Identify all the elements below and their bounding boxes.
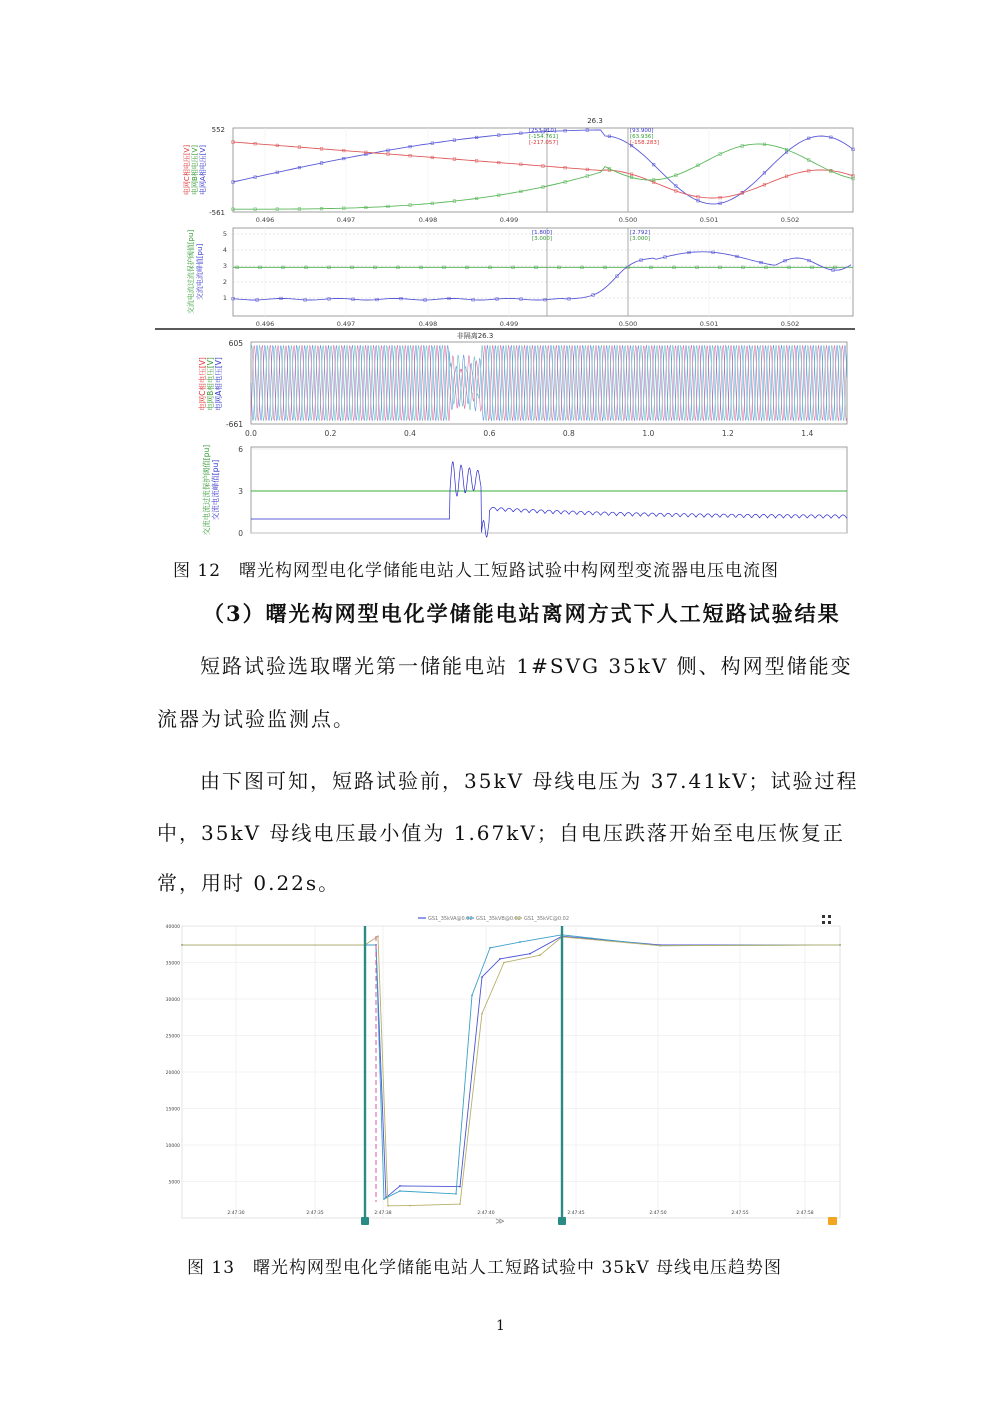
f13-ytick-2: 30000 (165, 998, 180, 1003)
mid-xtick-6: 0.502 (780, 320, 800, 328)
f13-point-2 (539, 954, 541, 956)
mid-ytick-3: 2 (222, 278, 227, 286)
f13-ytick-3: 25000 (165, 1034, 180, 1040)
top-panel-ymin: -561 (209, 209, 225, 217)
cur-ytick-2: 0 (238, 529, 243, 538)
top-xtick-3: 0.499 (499, 216, 519, 224)
f13-point-0 (499, 958, 501, 960)
f13-point-2 (409, 1205, 411, 1207)
section-heading: （3）曙光构网型电化学储能电站离网方式下人工短路试验结果 (203, 601, 841, 626)
voltage-panel-ymax: 605 (228, 339, 243, 348)
f13-point-2 (181, 944, 183, 946)
paragraph-2-line-2: 中，35kV 母线电压最小值为 1.67kV；自电压跌落开始至电压恢复正 (157, 821, 845, 845)
volt-xtick-4: 0.8 (562, 429, 575, 438)
cur-ytick-1: 3 (238, 487, 243, 496)
current-panel-yticks (238, 445, 243, 538)
top-c2-val-c: [-158.283] (630, 140, 660, 146)
mid-panel-xticks (256, 320, 800, 328)
mid-panel-ylabels (186, 230, 204, 315)
top-xtick-1: 0.497 (336, 216, 356, 224)
f13-point-2 (377, 935, 379, 937)
f13-point-1 (383, 1198, 385, 1200)
volt-xtick-6: 1.2 (721, 429, 734, 438)
volt-ylabel-b: 电网B相电压[V] (206, 357, 215, 411)
f13-xtick-0: 2:47:30 (227, 1211, 245, 1216)
top-c1-val-c: [-217.057] (529, 140, 559, 146)
figure-13 (160, 912, 850, 1237)
current-panel-ylabels (201, 445, 220, 535)
toolbar-icon-3[interactable] (822, 921, 825, 924)
toolbar-icon-2[interactable] (828, 915, 831, 918)
mid-ylabel-threshold: 交流电流过流保护阈值[pu] (187, 229, 195, 315)
voltage-panel-xticks (245, 429, 813, 438)
figure-13-legend (418, 916, 569, 922)
mid-ytick-1: 4 (222, 246, 227, 254)
f13-point-2 (839, 944, 841, 946)
f13-point-2 (387, 1205, 389, 1207)
f13-point-1 (471, 994, 473, 996)
mid-c2-val-thr: [3.000] (630, 236, 651, 242)
mid-panel-yticks (223, 230, 227, 302)
mid-xtick-3: 0.499 (499, 320, 519, 328)
f13-point-0 (529, 953, 531, 955)
f13-point-2 (481, 1013, 483, 1015)
f13-point-1 (489, 947, 491, 949)
mid-ytick-4: 1 (222, 294, 227, 302)
f13-xtick-4: 2:47:45 (567, 1211, 585, 1216)
top-c2-val-b: [63.936] (630, 134, 654, 140)
f13-xtick-6: 2:47:55 (731, 1211, 749, 1216)
top-ylabel-b: 电网B相电压[V] (191, 144, 199, 196)
mid-xtick-1: 0.497 (336, 320, 356, 328)
voltage-panel-ylabels (197, 357, 223, 411)
paragraph-2-line-3: 常，用时 0.22s。 (157, 871, 341, 895)
figure-12-chart (155, 112, 855, 552)
voltage-panel-ymin: -661 (225, 420, 243, 429)
figure-13-chart (160, 912, 850, 1237)
legend-c[interactable]: GS1_35kVC@0.02 (524, 916, 570, 922)
f13-ytick-6: 10000 (165, 1144, 180, 1149)
figure-13-caption: 图 13 曙光构网型电化学储能电站人工短路试验中 35kV 母线电压趋势图 (187, 1258, 783, 1278)
range-end-handle[interactable] (828, 1217, 837, 1225)
volt-xtick-5: 1.0 (642, 429, 655, 438)
f13-point-2 (459, 1203, 461, 1205)
top-panel-ymax: 552 (211, 126, 225, 134)
paragraph-2-line-1: 由下图可知，短路试验前，35kV 母线电压为 37.41kV；试验过程 (200, 769, 859, 793)
f13-point-1 (399, 1190, 401, 1192)
f13-xtick-2: 2:47:38 (374, 1211, 392, 1216)
mid-c1-val-peak: [1.800] (532, 230, 553, 236)
toolbar-icon-1[interactable] (822, 915, 825, 918)
mid-xtick-4: 0.500 (618, 320, 638, 328)
top-xtick-5: 0.501 (699, 216, 719, 224)
mid-xtick-5: 0.501 (699, 320, 719, 328)
volt-xtick-3: 0.6 (483, 429, 496, 438)
top-cursor1-readout (529, 128, 558, 146)
top-panel-xticks (256, 216, 800, 224)
mid-ytick-2: 3 (222, 262, 227, 270)
top-c1-val-a: [253.910] (529, 128, 557, 134)
mid-ytick-0: 5 (222, 230, 227, 238)
top-c1-val-b: [-154.761] (529, 134, 559, 140)
f13-xtick-7: 2:47:58 (796, 1211, 814, 1216)
f13-ytick-7: 5000 (168, 1180, 180, 1186)
f13-point-2 (659, 945, 661, 947)
mid-xtick-2: 0.498 (418, 320, 438, 328)
f13-xtick-3: 2:47:40 (477, 1211, 495, 1216)
current-panel-frame (251, 447, 847, 533)
cur-ytick-0: 6 (238, 445, 243, 454)
top-xtick-0: 0.496 (255, 216, 275, 224)
f13-point-0 (399, 1185, 401, 1187)
top-xtick-6: 0.502 (780, 216, 800, 224)
paragraph-1-line-1: 短路试验选取曙光第一储能电站 1#SVG 35kV 侧、构网型储能变 (200, 654, 853, 678)
mid-ylabel-peak: 交流电流峰值[pu] (196, 243, 204, 301)
volt-xtick-7: 1.4 (801, 429, 814, 438)
figure-12 (155, 112, 855, 552)
top-panel-title: 26.3 (587, 117, 603, 125)
f13-xtick-5: 2:47:50 (649, 1211, 667, 1216)
mid-c2-val-peak: [2.792] (630, 230, 651, 236)
top-xtick-2: 0.498 (418, 216, 438, 224)
cur-ylabel-peak: 交流电流峰值[pu] (211, 459, 220, 521)
legend-b[interactable]: GS1_35kVB@0.02 (476, 916, 521, 922)
top-panel-ylabels (182, 145, 207, 195)
volt-ylabel-c: 电网C相电压[V] (198, 357, 207, 411)
volt-xtick-1: 0.2 (324, 429, 337, 438)
top-xtick-4: 0.500 (618, 216, 638, 224)
end-marker-handle[interactable] (558, 1217, 566, 1225)
figure-12-caption: 图 12 曙光构网型电化学储能电站人工短路试验中构网型变流器电压电流图 (173, 561, 780, 581)
top-ylabel-c: 电网C相电压[V] (183, 144, 191, 196)
f13-point-0 (459, 1186, 461, 1188)
f13-point-1 (455, 1193, 457, 1195)
f13-xtick-1: 2:47:35 (306, 1211, 324, 1216)
cur-ylabel-threshold: 交流电流过流保护阈值[pu] (202, 444, 211, 536)
legend-a[interactable]: GS1_35kVA@0.02 (428, 916, 473, 922)
scroll-right-icon[interactable]: ≫ (495, 1217, 505, 1227)
f13-ytick-4: 20000 (165, 1071, 180, 1076)
page-number: 1 (496, 1318, 505, 1334)
f13-point-2 (503, 962, 505, 964)
mid-xtick-0: 0.496 (255, 320, 275, 328)
f13-ytick-1: 35000 (165, 961, 180, 967)
top-c2-val-a: [93.900] (630, 128, 654, 134)
volt-xtick-0: 0.0 (245, 429, 257, 438)
volt-ylabel-a: 电网A相电压[V] (214, 357, 223, 411)
f13-point-1 (519, 941, 521, 943)
start-marker-handle[interactable] (361, 1217, 369, 1225)
toolbar-icon-4[interactable] (828, 921, 831, 924)
voltage-panel-title: 非隔离26.3 (456, 332, 494, 340)
volt-xtick-2: 0.4 (403, 429, 416, 438)
top-ylabel-a: 电网A相电压[V] (199, 144, 207, 196)
mid-c1-val-thr: [3.000] (532, 236, 553, 242)
f13-ytick-0: 40000 (165, 925, 180, 930)
f13-point-0 (481, 976, 483, 978)
f13-ytick-5: 15000 (165, 1107, 180, 1113)
paragraph-1-line-2: 流器为试验监测点。 (157, 707, 355, 731)
